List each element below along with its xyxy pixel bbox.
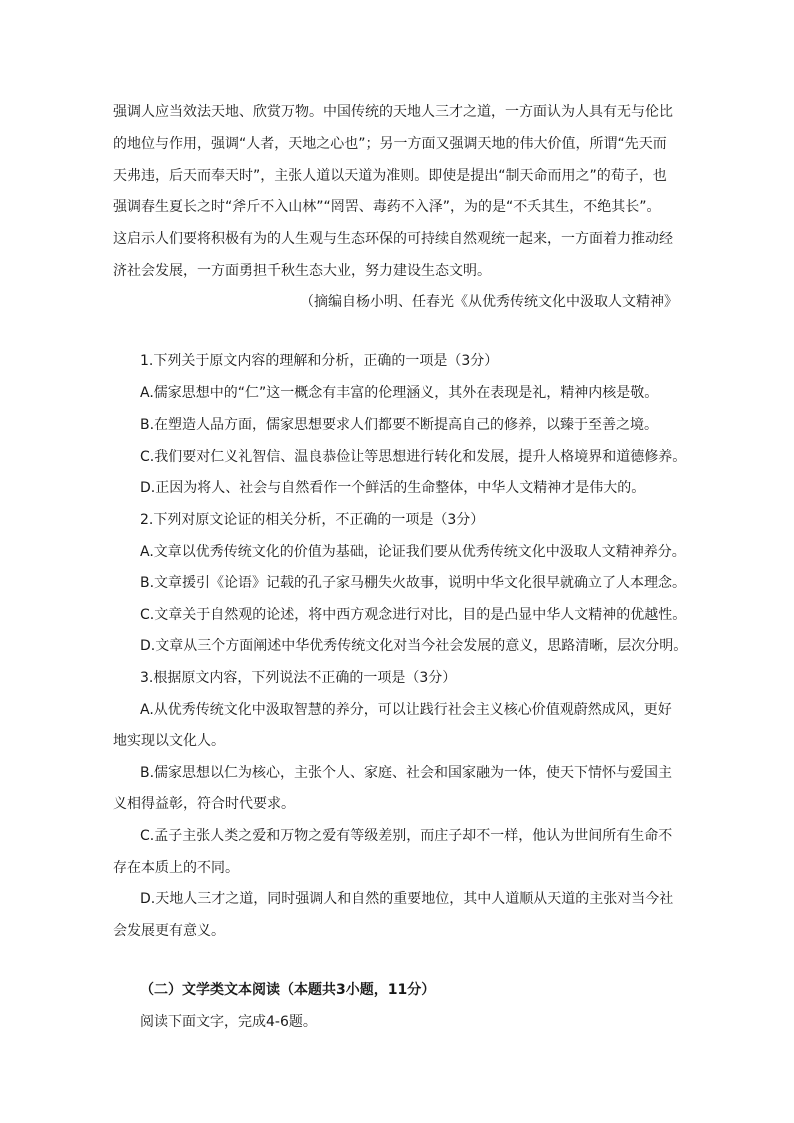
- question-3-option-d: D.天地人三才之道，同时强调人和自然的重要地位，其中人道顺从天道的主张对当今社: [140, 891, 674, 907]
- question-1-option-a: A.儒家思想中的“仁”这一概念有丰富的伦理涵义，其外在表现是礼，精神内核是敬。: [140, 385, 659, 401]
- question-2-option-a: A.文章以优秀传统文化的价值为基础，论证我们要从优秀传统文化中汲取人文精神养分。: [140, 544, 686, 560]
- question-1-option-b: B.在塑造人品方面，儒家思想要求人们都要不断提高自己的修养，以臻于至善之境。: [140, 417, 659, 433]
- section-2-instruction: 阅读下面文字，完成4-6题。: [140, 1014, 317, 1030]
- question-1-option-d: D.正因为将人、社会与自然看作一个鲜活的生命整体，中华人文精神才是伟大的。: [140, 480, 646, 496]
- passage-line-2: 的地位与作用，强调“人者，天地之心也”；另一方面又强调天地的伟大价值，所谓“先天而: [113, 136, 667, 152]
- question-1-option-c: C.我们要对仁义礼智信、温良恭俭让等思想进行转化和发展，提升人格境界和道德修养。: [140, 449, 687, 465]
- section-2-title: （二）文学类文本阅读（本题共3小题，11分）: [140, 982, 436, 998]
- question-3-option-a: A.从优秀传统文化中汲取智慧的养分，可以让践行社会主义核心价值观蔚然成风，更好: [140, 702, 672, 718]
- question-2-option-d: D.文章从三个方面阐述中华优秀传统文化对当今社会发展的意义，思路清晰，层次分明。: [140, 638, 688, 654]
- passage-source: （摘编自杨小明、任春光《从优秀传统文化中汲取人文精神》: [300, 294, 678, 310]
- passage-line-1: 强调人应当效法天地、欣赏万物。中国传统的天地人三才之道，一方面认为人具有无与伦比: [113, 104, 673, 120]
- question-1-stem: 1.下列关于原文内容的理解和分析，正确的一项是（3分）: [140, 353, 499, 369]
- question-2-stem: 2.下列对原文论证的相关分析，不正确的一项是（3分）: [140, 512, 485, 528]
- question-3-option-b-continued: 义相得益彰，符合时代要求。: [113, 796, 295, 812]
- question-3-stem: 3.根据原文内容，下列说法不正确的一项是（3分）: [140, 670, 457, 686]
- question-3-option-c-continued: 存在本质上的不同。: [113, 860, 239, 876]
- passage-line-6: 济社会发展，一方面勇担千秋生态大业，努力建设生态文明。: [113, 263, 491, 279]
- question-3-option-a-continued: 地实现以文化人。: [113, 733, 225, 749]
- question-3-option-b: B.儒家思想以仁为核心，主张个人、家庭、社会和国家融为一体，使天下情怀与爱国主: [140, 765, 673, 781]
- question-3-option-d-continued: 会发展更有意义。: [113, 923, 225, 939]
- question-2-option-c: C.文章关于自然观的论述，将中西方观念进行对比，目的是凸显中华人文精神的优越性。: [140, 607, 687, 623]
- question-3-option-c: C.孟子主张人类之爱和万物之爱有等级差别，而庄子却不一样，他认为世间所有生命不: [140, 828, 673, 844]
- passage-line-3: 天弗违，后天而奉天时”，主张人道以天道为准则。即使是提出“制天命而用之”的荀子，也: [113, 168, 667, 184]
- passage-line-4: 强调春生夏长之时“斧斤不入山林”“罔罟、毒药不入泽”，为的是“不夭其生，不绝其长”。: [113, 199, 661, 215]
- question-2-option-b: B.文章援引《论语》记载的孔子家马棚失火故事，说明中华文化很早就确立了人本理念。: [140, 575, 687, 591]
- passage-line-5: 这启示人们要将积极有为的人生观与生态环保的可持续自然观统一起来，一方面着力推动经: [113, 231, 673, 247]
